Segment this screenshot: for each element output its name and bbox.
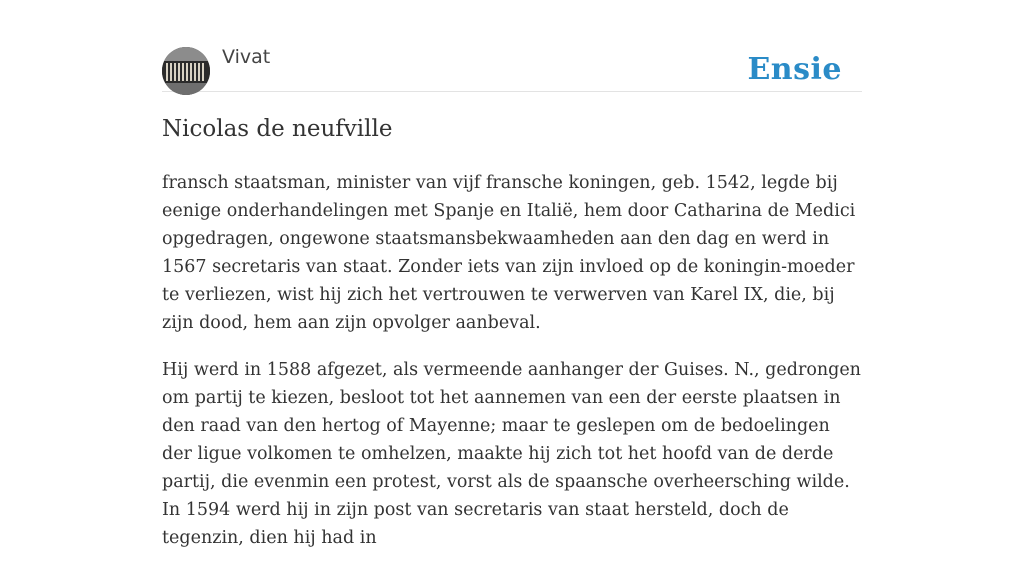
brand-logo[interactable]: Ensie — [747, 52, 842, 87]
article-paragraph: Hij werd in 1588 afgezet, als vermeende aanhanger der Guises. N., gedrongen om partij te kiezen, besloot tot het aannemen van een der eerste plaatsen in den raad van den hertog of Mayenne; maar te geslepen om de bedoelingen der ligue volkomen te omhelzen, maakte hij zich tot het hoofd van de derde partij, die evenmin een protest, vorst als de spaansche overheersching wilde. In 1594 werd hij in zijn post van secretaris van staat hersteld, doch de tegenzin, dien hij had in — [162, 360, 861, 548]
article-title: Nicolas de neufville — [162, 116, 393, 142]
source-name[interactable]: Vivat — [222, 46, 271, 68]
article-paragraph: fransch staatsman, minister van vijf fransche koningen, geb. 1542, legde bij eenige onderhandelingen met Spanje en Italië, hem door Catharina de Medici opgedragen, ongewone staatsmansbekwaamheden aan den dag en werd in 1567 secretaris van staat. Zonder iets van zijn invloed op de koningin-moeder te verliezen, wist hij zich het vertrouwen te verwerven van Karel IX, die, bij zijn dood, hem aan zijn opvolger aanbeval. — [162, 173, 856, 333]
source-avatar-icon[interactable] — [162, 47, 210, 95]
article-body — [162, 169, 864, 571]
header — [162, 46, 862, 92]
